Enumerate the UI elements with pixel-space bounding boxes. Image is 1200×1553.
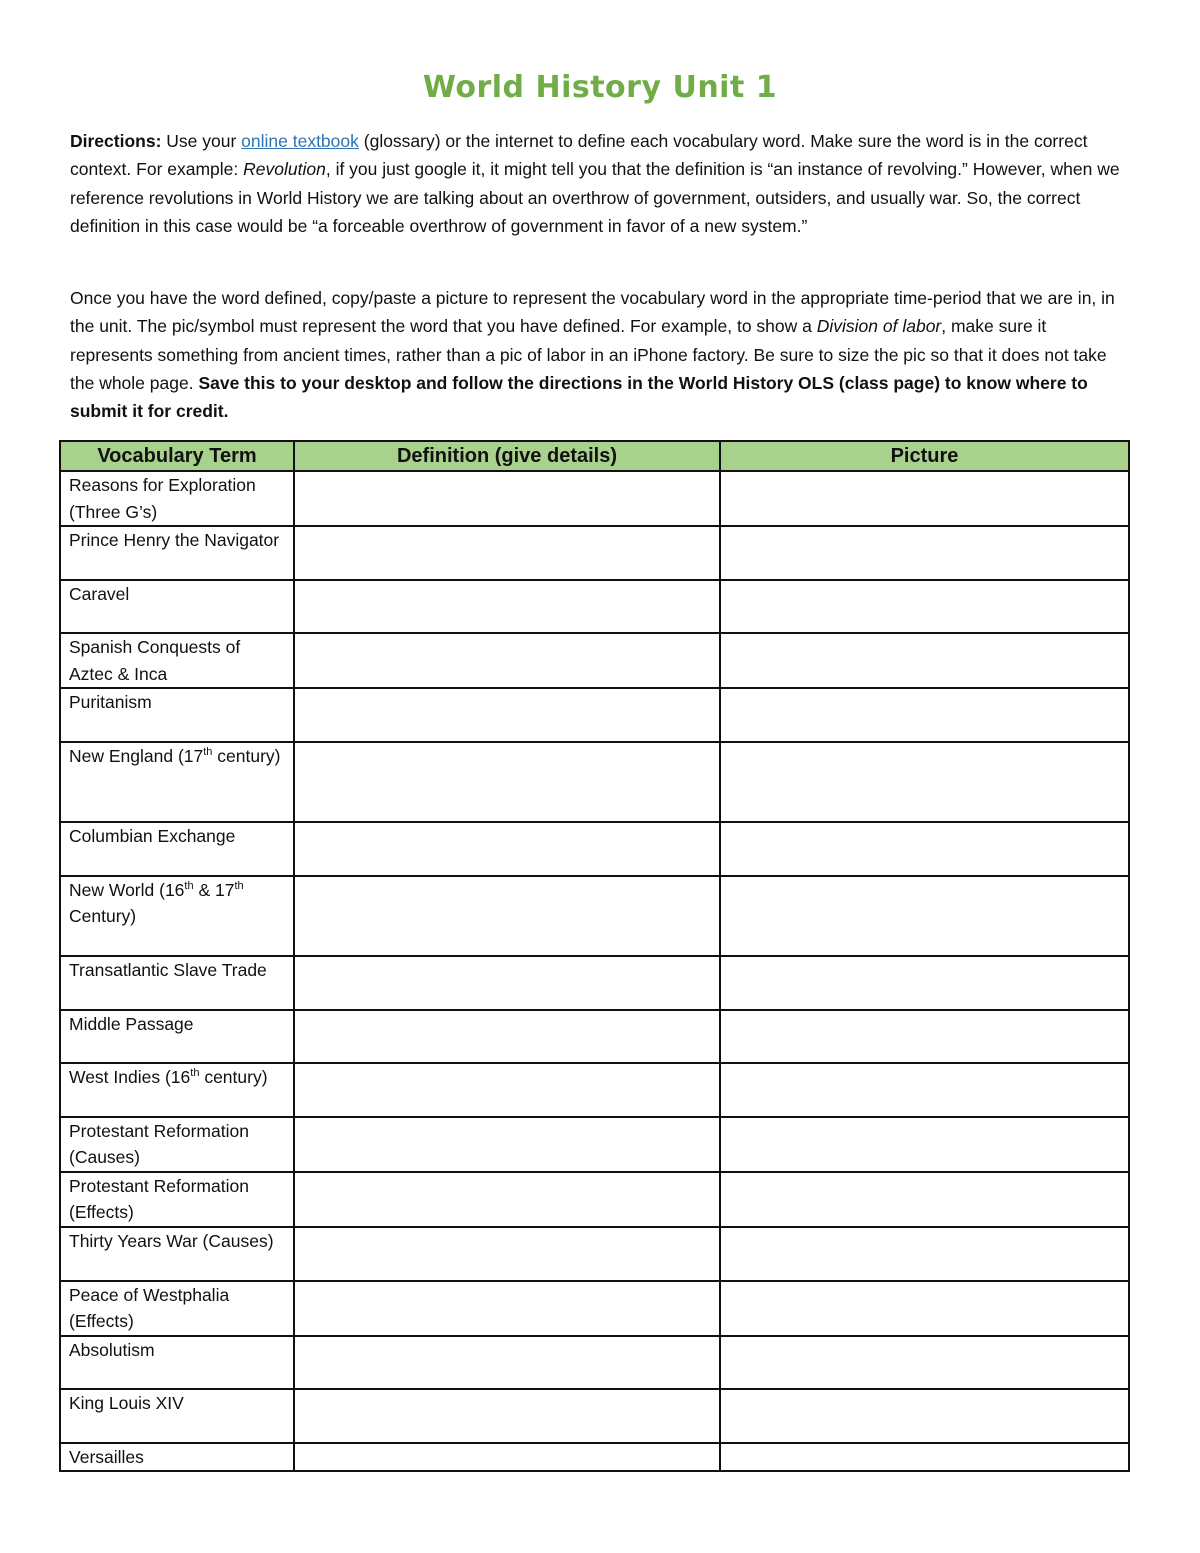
definition-cell[interactable] <box>294 876 720 956</box>
term-cell: King Louis XIV <box>60 1389 294 1443</box>
term-cell: Middle Passage <box>60 1010 294 1064</box>
definition-cell[interactable] <box>294 526 720 580</box>
picture-cell[interactable] <box>720 742 1129 822</box>
instructions-paragraph <box>70 284 1130 425</box>
example-term: Division of labor <box>816 316 942 337</box>
picture-cell[interactable] <box>720 526 1129 580</box>
definition-cell[interactable] <box>294 688 720 742</box>
directions-label: Directions: <box>70 131 162 151</box>
term-cell <box>60 1063 294 1117</box>
picture-cell[interactable] <box>720 1389 1129 1443</box>
picture-cell[interactable] <box>720 1063 1129 1117</box>
instructions-text: , make sure it represents something from ancient times, rather than a pic of labor in an iPhone factory. Be sure to size the pic so that it does not take the whole page. <box>70 316 1107 393</box>
term-cell: Versailles <box>60 1443 294 1472</box>
definition-cell[interactable] <box>294 742 720 822</box>
picture-cell[interactable] <box>720 1443 1129 1472</box>
picture-cell[interactable] <box>720 1117 1129 1172</box>
instructions-text: Once you have the word defined, copy/paste a picture to represent the vocabulary word in the appropriate time-period that we are in, in the unit. The pic/symbol must represent the word that you have defined. For example, to show a <box>70 288 1115 337</box>
definition-cell[interactable] <box>294 1010 720 1064</box>
term-cell: Absolutism <box>60 1336 294 1390</box>
picture-cell[interactable] <box>720 1227 1129 1281</box>
term-cell: Spanish Conquests of Aztec & Inca <box>60 633 294 688</box>
table-row <box>60 1443 1129 1472</box>
picture-cell[interactable] <box>720 688 1129 742</box>
picture-cell[interactable] <box>720 956 1129 1010</box>
term-cell: Thirty Years War (Causes) <box>60 1227 294 1281</box>
term-cell <box>60 742 294 822</box>
table-row <box>60 580 1129 634</box>
table-header-row <box>60 441 1129 471</box>
table-row <box>60 1227 1129 1281</box>
definition-cell[interactable] <box>294 471 720 526</box>
table-row <box>60 688 1129 742</box>
picture-cell[interactable] <box>720 471 1129 526</box>
header-definition: Definition (give details) <box>294 441 720 471</box>
directions-text: Use your <box>161 131 242 151</box>
definition-cell[interactable] <box>294 633 720 688</box>
header-vocabulary-term: Vocabulary Term <box>60 441 294 471</box>
term-cell: Puritanism <box>60 688 294 742</box>
picture-cell[interactable] <box>720 1172 1129 1227</box>
term-cell: Reasons for Exploration (Three G’s) <box>60 471 294 526</box>
table-row <box>60 1172 1129 1227</box>
table-row <box>60 1010 1129 1064</box>
superscript: th <box>203 745 213 758</box>
definition-cell[interactable] <box>294 580 720 634</box>
header-picture: Picture <box>720 441 1129 471</box>
directions-text: , if you just google it, it might tell you that the definition is “an instance of revolving.” However, when we reference revolutions in World History we are talking about an overthrow of government, outsiders, and usually war. So, the correct definition in this case would be “a forceable overthrow of government in favor of a new system.” <box>70 159 1120 236</box>
term-cell: Protestant Reformation (Causes) <box>60 1117 294 1172</box>
term-text: century) <box>199 1067 268 1088</box>
term-cell: Columbian Exchange <box>60 822 294 876</box>
picture-cell[interactable] <box>720 1336 1129 1390</box>
definition-cell[interactable] <box>294 1063 720 1117</box>
superscript: th <box>190 1067 200 1080</box>
definition-cell[interactable] <box>294 1117 720 1172</box>
term-cell: Protestant Reformation (Effects) <box>60 1172 294 1227</box>
picture-cell[interactable] <box>720 633 1129 688</box>
table-row <box>60 876 1129 956</box>
definition-cell[interactable] <box>294 1281 720 1336</box>
picture-cell[interactable] <box>720 876 1129 956</box>
table-row <box>60 822 1129 876</box>
term-text: New World (16 <box>69 879 185 900</box>
picture-cell[interactable] <box>720 580 1129 634</box>
term-cell: Peace of Westphalia (Effects) <box>60 1281 294 1336</box>
term-cell: Prince Henry the Navigator <box>60 526 294 580</box>
picture-cell[interactable] <box>720 1281 1129 1336</box>
online-textbook-link[interactable]: online textbook <box>241 131 359 151</box>
term-cell: Transatlantic Slave Trade <box>60 956 294 1010</box>
table-row <box>60 1281 1129 1336</box>
table-row <box>60 742 1129 822</box>
table-row <box>60 1336 1129 1390</box>
picture-cell[interactable] <box>720 1010 1129 1064</box>
definition-cell[interactable] <box>294 1389 720 1443</box>
table-row <box>60 1063 1129 1117</box>
term-text: West Indies (16 <box>69 1067 191 1088</box>
term-cell: Caravel <box>60 580 294 634</box>
term-text: & 17 <box>193 879 235 900</box>
definition-cell[interactable] <box>294 1443 720 1472</box>
definition-cell[interactable] <box>294 1336 720 1390</box>
example-word: Revolution <box>243 159 326 180</box>
definition-cell[interactable] <box>294 1172 720 1227</box>
directions-paragraph <box>70 127 1130 240</box>
definition-cell[interactable] <box>294 956 720 1010</box>
table-row <box>60 526 1129 580</box>
term-text: New England (17 <box>69 745 204 766</box>
term-text: Century) <box>69 906 137 927</box>
picture-cell[interactable] <box>720 822 1129 876</box>
superscript: th <box>234 879 244 892</box>
table-row <box>60 1117 1129 1172</box>
page-title: World History Unit 1 <box>422 70 778 105</box>
vocabulary-table <box>59 440 1130 1472</box>
superscript: th <box>184 879 194 892</box>
definition-cell[interactable] <box>294 822 720 876</box>
table-row <box>60 1389 1129 1443</box>
directions-text: (glossary) or the internet to define each vocabulary word. Make sure the word is in the correct context. For example: <box>70 131 1088 180</box>
submit-instructions: Save this to your desktop and follow the directions in the World History OLS (class page) to know where to submit it for credit. <box>70 372 1088 422</box>
table-row <box>60 633 1129 688</box>
definition-cell[interactable] <box>294 1227 720 1281</box>
table-row <box>60 471 1129 526</box>
table-row <box>60 956 1129 1010</box>
term-text: century) <box>212 745 281 766</box>
term-cell <box>60 876 294 956</box>
